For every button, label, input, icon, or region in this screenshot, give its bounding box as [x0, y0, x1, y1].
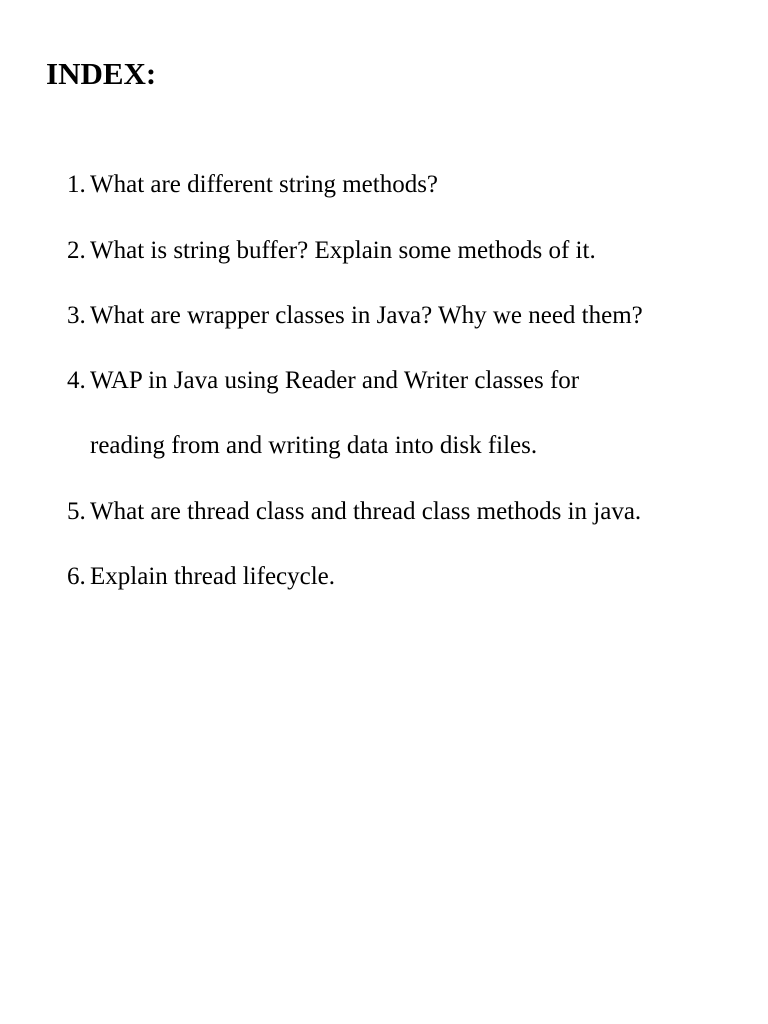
item-text: WAP in Java using Reader and Writer classes for: [90, 367, 580, 394]
index-item-2: [0, 234, 768, 268]
item-text: Explain thread lifecycle.: [90, 563, 336, 590]
item-number: 6.: [67, 563, 86, 590]
item-number: 5.: [67, 498, 86, 525]
index-item-1: [0, 168, 768, 202]
item-number: 3.: [67, 302, 86, 329]
item-text: What are wrapper classes in Java? Why we need them?: [90, 302, 643, 329]
item-number: 1.: [67, 171, 86, 198]
index-item-4: [0, 364, 768, 398]
item-text-continuation: reading from and writing data into disk files.: [90, 432, 538, 459]
item-number: 4.: [67, 367, 86, 394]
index-item-3: [0, 299, 768, 333]
index-item-5: [0, 495, 768, 529]
item-text: What is string buffer? Explain some methods of it.: [90, 237, 596, 264]
index-item-4-continuation: [0, 429, 768, 463]
item-number: 2.: [67, 237, 86, 264]
index-item-6: [0, 560, 768, 594]
item-text: What are different string methods?: [90, 171, 439, 198]
item-text: What are thread class and thread class methods in java.: [90, 498, 642, 525]
index-heading: INDEX:: [46, 56, 157, 91]
